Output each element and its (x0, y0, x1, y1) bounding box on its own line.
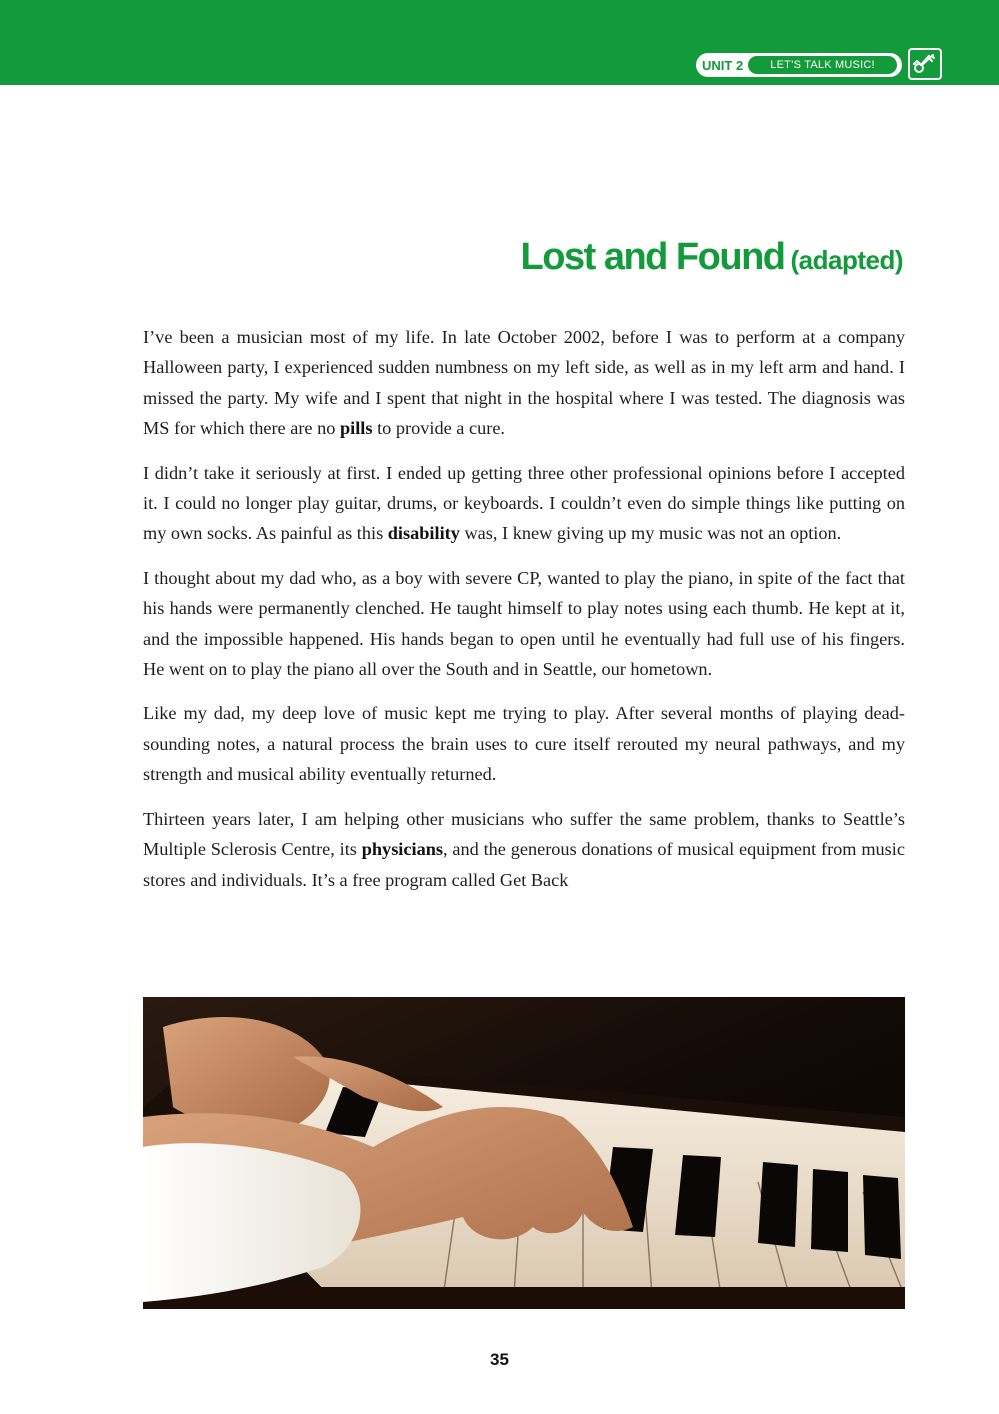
unit-title: LET’S TALK MUSIC! (748, 56, 897, 74)
title-main: Lost and Found (520, 236, 785, 278)
key-icon (908, 48, 942, 80)
paragraph: I thought about my dad who, as a boy with severe CP, wanted to play the piano, in spite of the fact that his hands were permanently clenched. He taught himself to play notes using each thumb. He kept at it, and the impossible happened. His hands began to open until he eventually had full use of his fingers. He went on to play the piano all over the South and in Seattle, our hometown. (143, 567, 905, 680)
vocab-word: physicians (361, 839, 444, 860)
paragraph: I’ve been a musician most of my life. In late October 2002, before I was to perform at a company Halloween party, I experienced sudden numbness on my left side, as well as in my left arm and hand. I missed the party. My wife and I spent that night in the hospital where I was tested. The diagnosis was MS for which there are no pills to provide a cure. (143, 327, 905, 439)
vocab-word: pills (339, 418, 373, 439)
piano-photo (143, 997, 905, 1309)
title-subtitle: (adapted) (790, 245, 903, 275)
article-body (143, 322, 905, 909)
unit-label: UNIT 2 (702, 58, 744, 73)
paragraph: I didn’t take it seriously at first. I ended up getting three other professional opinions before I accepted it. I could no longer play guitar, drums, or keyboards. I couldn’t even do simple things like putting on my own socks. As painful as this disability was, I knew giving up my music was not an option. (143, 462, 905, 544)
page-number: 35 (490, 1350, 509, 1369)
paragraph: Thirteen years later, I am helping other musicians who suffer the same problem, thanks to Seattle’s Multiple Sclerosis Centre, its physicians, and the generous donations of musical equipment from music stores and individuals. It’s a free program called Get Back (143, 808, 905, 890)
piano-hands-illustration (143, 997, 905, 1309)
article-title (521, 236, 903, 279)
paragraph: Like my dad, my deep love of music kept me trying to play. After several months of playing dead-sounding notes, a natural process the brain uses to cure itself rerouted my neural pathways, and my strength and musical ability eventually returned. (143, 703, 905, 785)
vocab-word: disability (387, 523, 460, 544)
